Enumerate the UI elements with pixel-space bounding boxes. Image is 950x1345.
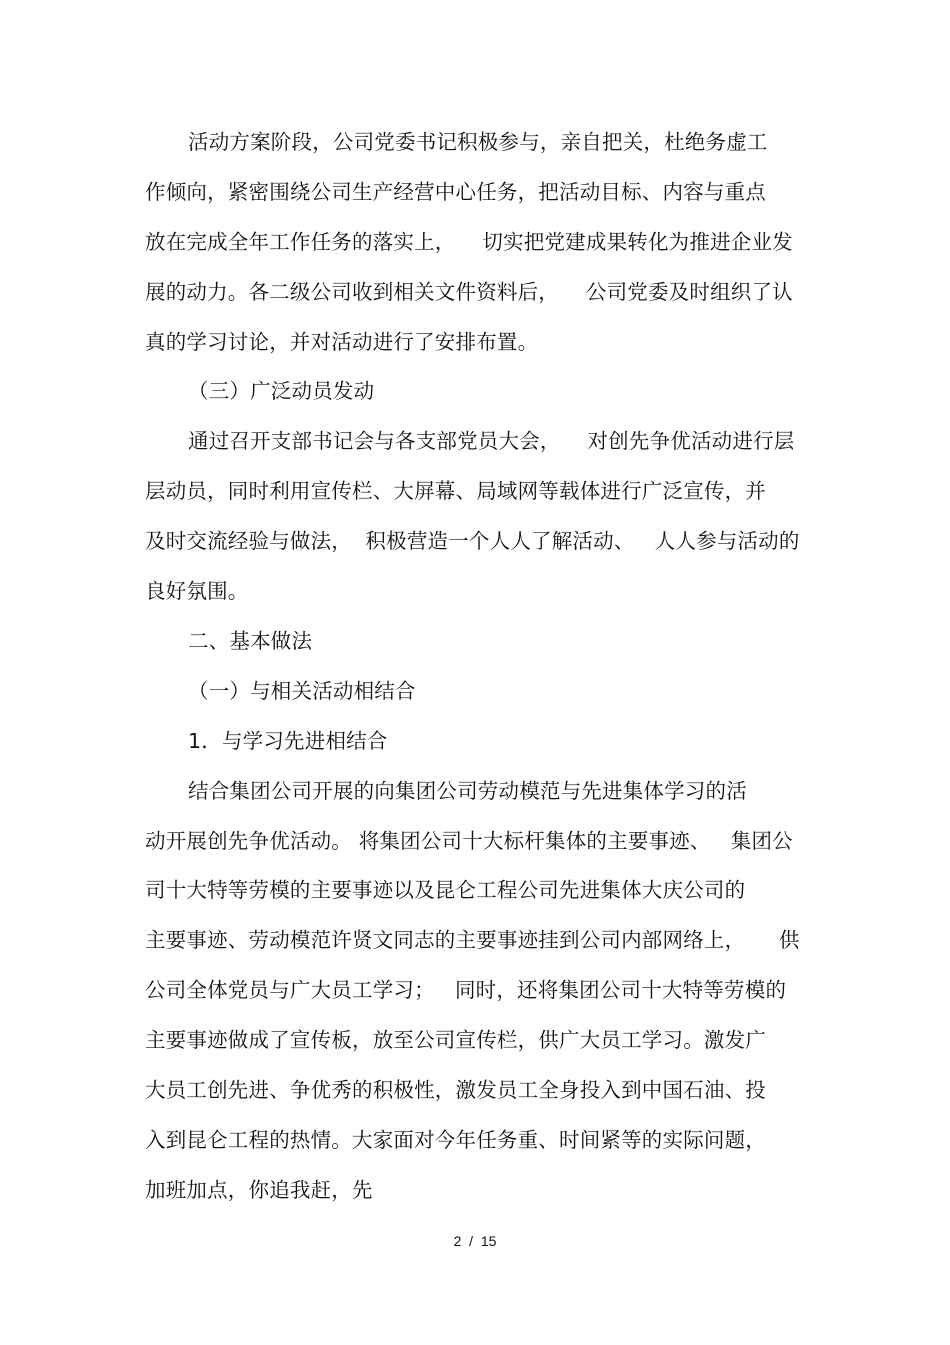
paragraph-line: 通过召开支部书记会与各支部党员大会， 对创先争优活动进行层 xyxy=(188,429,795,453)
paragraph-line: 良好氛围。 xyxy=(145,579,249,603)
paragraph-line: 真的学习讨论，并对活动进行了安排布置。 xyxy=(145,330,539,354)
paragraph-line: 司十大特等劳模的主要事迹以及昆仑工程公司先进集体大庆公司的 xyxy=(145,878,746,902)
paragraph-line: 活动方案阶段，公司党委书记积极参与，亲自把关，杜绝务虚工 xyxy=(188,130,768,154)
paragraph-line: 入到昆仑工程的热情。大家面对今年任务重、时间紧等的实际问题， xyxy=(145,1128,766,1152)
paragraph-line: 及时交流经验与做法， 积极营造一个人人了解活动、 人人参与活动的 xyxy=(145,529,800,553)
paragraph-line: 公司全体党员与广大员工学习； 同时，还将集团公司十大特等劳模的 xyxy=(145,978,787,1002)
paragraph-line: 层动员，同时利用宣传栏、大屏幕、局域网等载体进行广泛宣传，并 xyxy=(145,479,766,503)
page-number: 2 / 15 xyxy=(453,1233,497,1249)
paragraph-line: 主要事迹做成了宣传板，放至公司宣传栏，供广大员工学习。激发广 xyxy=(145,1028,766,1052)
paragraph-line: 展的动力。各二级公司收到相关文件资料后， 公司党委及时组织了认 xyxy=(145,280,793,304)
paragraph-line: 放在完成全年工作任务的落实上， 切实把党建成果转化为推进企业发 xyxy=(145,230,793,254)
paragraph-line: 加班加点，你追我赶，先 xyxy=(145,1178,373,1202)
section-heading: （三）广泛动员发动 xyxy=(188,379,375,403)
section-heading: （一）与相关活动相结合 xyxy=(188,679,416,703)
section-heading: 二、基本做法 xyxy=(188,629,313,653)
section-heading: 1．与学习先进相结合 xyxy=(188,729,388,753)
paragraph-line: 主要事迹、劳动模范许贤文同志的主要事迹挂到公司内部网络上， 供 xyxy=(145,928,800,952)
paragraph-line: 动开展创先争优活动。 将集团公司十大标杆集体的主要事迹、 集团公 xyxy=(145,829,793,853)
paragraph-line: 大员工创先进、争优秀的积极性，激发员工全身投入到中国石油、投 xyxy=(145,1078,766,1102)
paragraph-line: 结合集团公司开展的向集团公司劳动模范与先进集体学习的活 xyxy=(188,779,747,803)
paragraph-line: 作倾向，紧密围绕公司生产经营中心任务，把活动目标、内容与重点 xyxy=(145,180,766,204)
